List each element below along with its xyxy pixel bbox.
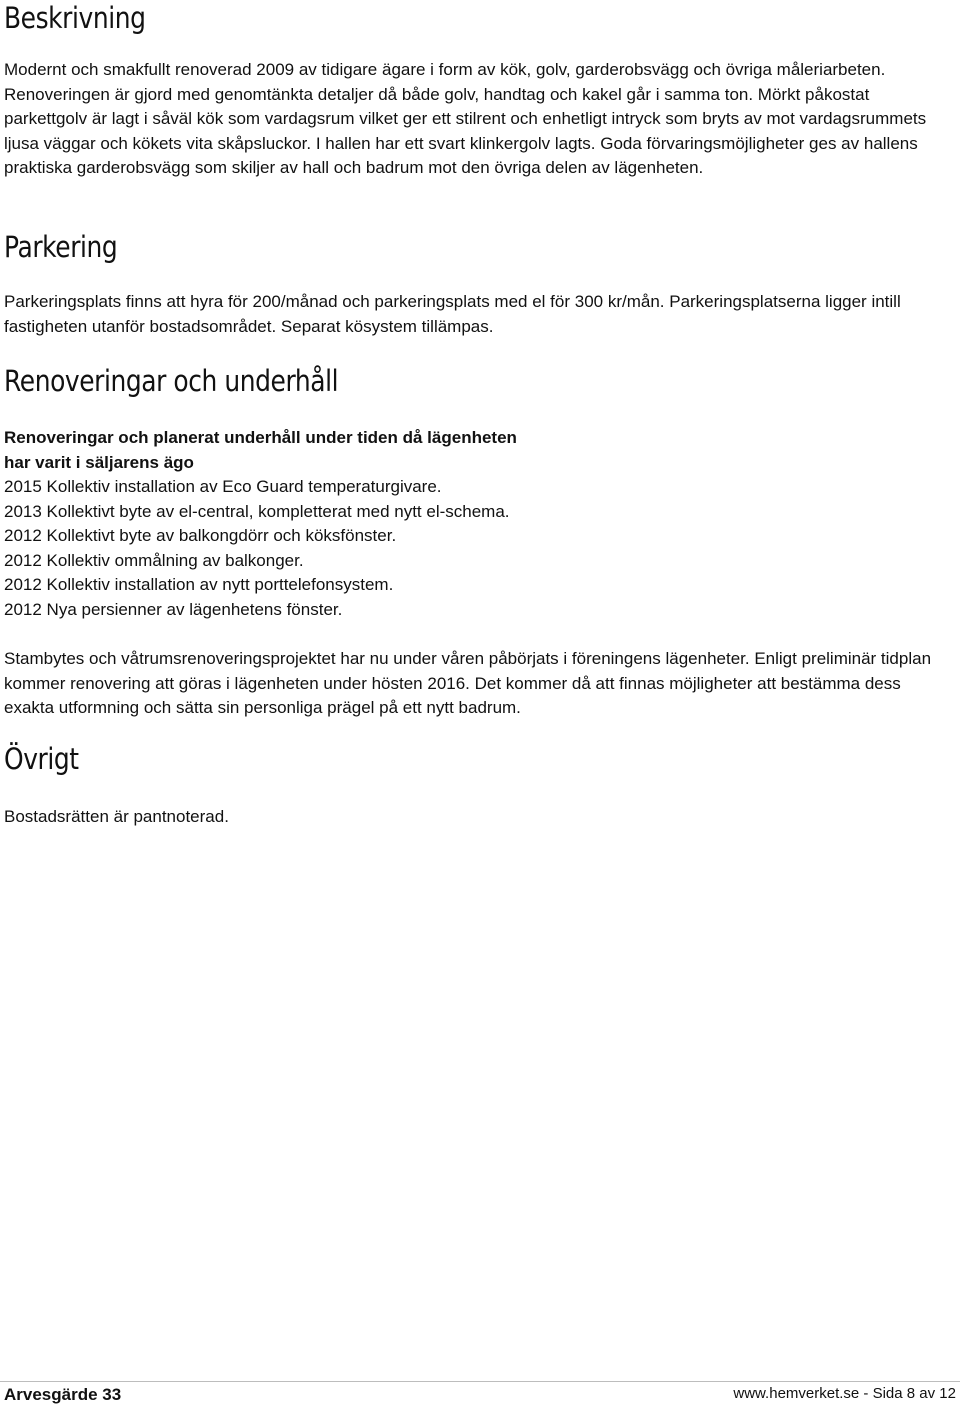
list-item: 2012 Kollektiv ommålning av balkonger. <box>4 550 304 570</box>
heading-parkering: Parkering <box>4 230 118 264</box>
section-renoveringar <box>4 363 954 721</box>
footer-address: Arvesgärde 33 <box>4 1385 122 1404</box>
heading-renoveringar: Renoveringar och underhåll <box>4 364 339 398</box>
subheading-line-1: Renoveringar och planerat underhåll under tiden då lägenheten <box>4 428 517 447</box>
paragraph-ovrigt: Bostadsrätten är pantnoterad. <box>4 807 229 826</box>
section-parkering <box>4 229 954 339</box>
section-ovrigt <box>4 741 954 830</box>
renoveringar-list <box>4 475 954 622</box>
footer-divider <box>0 1381 960 1382</box>
renoveringar-subheading <box>4 426 954 475</box>
paragraph-parkering: Parkeringsplats finns att hyra för 200/månad och parkeringsplats med el för 300 kr/mån. Parkeringsplatserna ligger intill fastigheten utanför bostadsområdet. Separat kösystem tillämpas. <box>4 292 901 336</box>
list-item: 2012 Kollektivt byte av balkongdörr och köksfönster. <box>4 526 397 545</box>
heading-beskrivning: Beskrivning <box>4 1 146 35</box>
list-item: 2013 Kollektivt byte av el-central, kompletterat med nytt el-schema. <box>4 501 510 521</box>
list-item: 2012 Kollektiv installation av nytt porttelefonsystem. <box>4 575 394 594</box>
paragraph-renoveringar: Stambytes och våtrumsrenoveringsprojektet har nu under våren påbörjats i föreningens lägenheter. Enligt preliminär tidplan kommer renovering att göras i lägenheten under hösten 2016. Det kommer då att finnas möjligheter att bestämma dess exakta utformning och sätta sin personliga prägel på ett nytt badrum. <box>4 649 932 717</box>
subheading-line-2: har varit i säljarens ägo <box>4 452 194 472</box>
footer-page-info: www.hemverket.se - Sida 8 av 12 <box>733 1385 956 1402</box>
list-item: 2015 Kollektiv installation av Eco Guard temperaturgivare. <box>4 477 442 496</box>
heading-ovrigt: Övrigt <box>4 742 79 776</box>
section-beskrivning <box>4 0 954 181</box>
list-item: 2012 Nya persienner av lägenhetens fönster. <box>4 599 343 619</box>
paragraph-beskrivning: Modernt och smakfullt renoverad 2009 av tidigare ägare i form av kök, golv, garderobsvägg och övriga måleriarbeten. Renoveringen är gjord med genomtänkta detaljer då både golv, handtag och kakel går i samma ton. Mörkt påkostat parkettgolv är lagt i såväl kök som vardagsrum vilket ger ett stilrent och enhetligt intryck som bryts av mot vardagsrummets ljusa väggar och kökets vita skåpsluckor. I hallen har ett svart klinkergolv lagts. Goda förvaringsmöjligheter ges av hallens praktiska garderobsvägg som skiljer av hall och badrum mot den övriga delen av lägenheten. <box>4 60 927 177</box>
